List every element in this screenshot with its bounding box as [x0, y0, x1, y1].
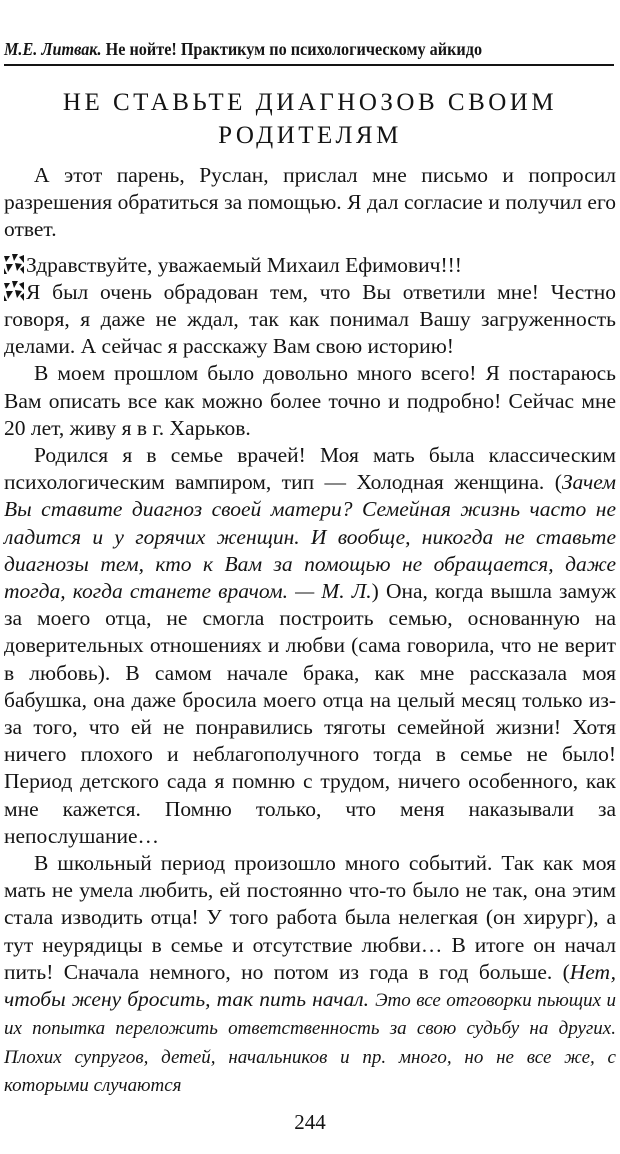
body-text	[4, 162, 616, 1099]
letter-paragraph	[4, 442, 616, 850]
header-author: М.Е. Литвак.	[4, 39, 102, 59]
letter-paragraph-text: Я был очень обрадован тем, что Вы ответили мне! Честно говоря, я даже не ждал, так как понимал Вашу загруженность делами. А сейчас я расскажу Вам свою историю!	[4, 279, 616, 359]
letter-quote-icon	[4, 281, 24, 301]
letter-paragraph: В моем прошлом было довольно много всего! Я постараюсь Вам описать все как можно более точно и подробно! Сейчас мне 20 лет, живу я в г. Харьков.	[4, 361, 616, 440]
author-comment: Нет, чтобы жену бросить, так пить начал.	[4, 959, 616, 1012]
paragraph-text: ) Она, когда вышла замуж за моего отца, не смогла построить семью, основанную на доверительных отношениях и любви (сама говорила, что не верит в любовь). В самом начале брака, как мне рассказала моя бабушка, она даже бросила моего отца на целый месяц только из-за того, что ей не понравились тяготы семейной жизни! Хотя ничего плохого и неблагополучного тогда в семье не было! Период детского сада я помню с трудом, ничего особенного, как мне кажется. Помню только, что меня наказывали за непослушание…	[4, 579, 616, 848]
author-comment: Зачем Вы ставите диагноз своей матери? Семейная жизнь часто не ладится и у горячих женщин. И вообще, никогда не ставьте диагнозы тем, кто к Вам за помощью не обращается, даже тогда, когда станете врачом. — М. Л.	[4, 470, 616, 604]
header-book-title: Не нойте! Практикум по психологическому айкидо	[105, 39, 483, 59]
header-rule	[4, 64, 614, 66]
intro-paragraph: А этот парень, Руслан, прислал мне письмо и попросил разрешения обратиться за помощью. Я дал согласие и получил его ответ.	[4, 163, 616, 242]
paragraph-text: В школьный период произошло много событий. Так как моя мать не умела любить, ей постоянно что-то было не так, она этим стала изводить отца! У того работа была нелегкая (он хирург), а тут неурядицы в семье и отсутствие любви… В итоге он начал пить! Сначала немного, но потом из года в год больше. (	[4, 851, 616, 984]
chapter-title: НЕ СТАВЬТЕ ДИАГНОЗОВ СВОИМ РОДИТЕЛЯМ	[62, 89, 558, 149]
page-number: 244	[294, 1110, 326, 1134]
letter-paragraph	[4, 279, 616, 361]
author-comment: Это все отговорки пьющих и их попытка переложить ответственность за свою судьбу на других. Плохих супругов, детей, начальников и пр. много, но не все же, с которыми случаются	[4, 990, 616, 1096]
letter-greeting-text: Здравствуйте, уважаемый Михаил Ефимович!!!	[26, 252, 462, 277]
letter-quote-icon	[4, 254, 24, 274]
letter-paragraph	[4, 850, 616, 1099]
paragraph-text: Родился я в семье врачей! Моя мать была классическим психологическим вампиром, тип — Холодная женщина. (	[4, 443, 616, 495]
running-header	[4, 38, 555, 60]
letter-greeting	[4, 252, 616, 279]
